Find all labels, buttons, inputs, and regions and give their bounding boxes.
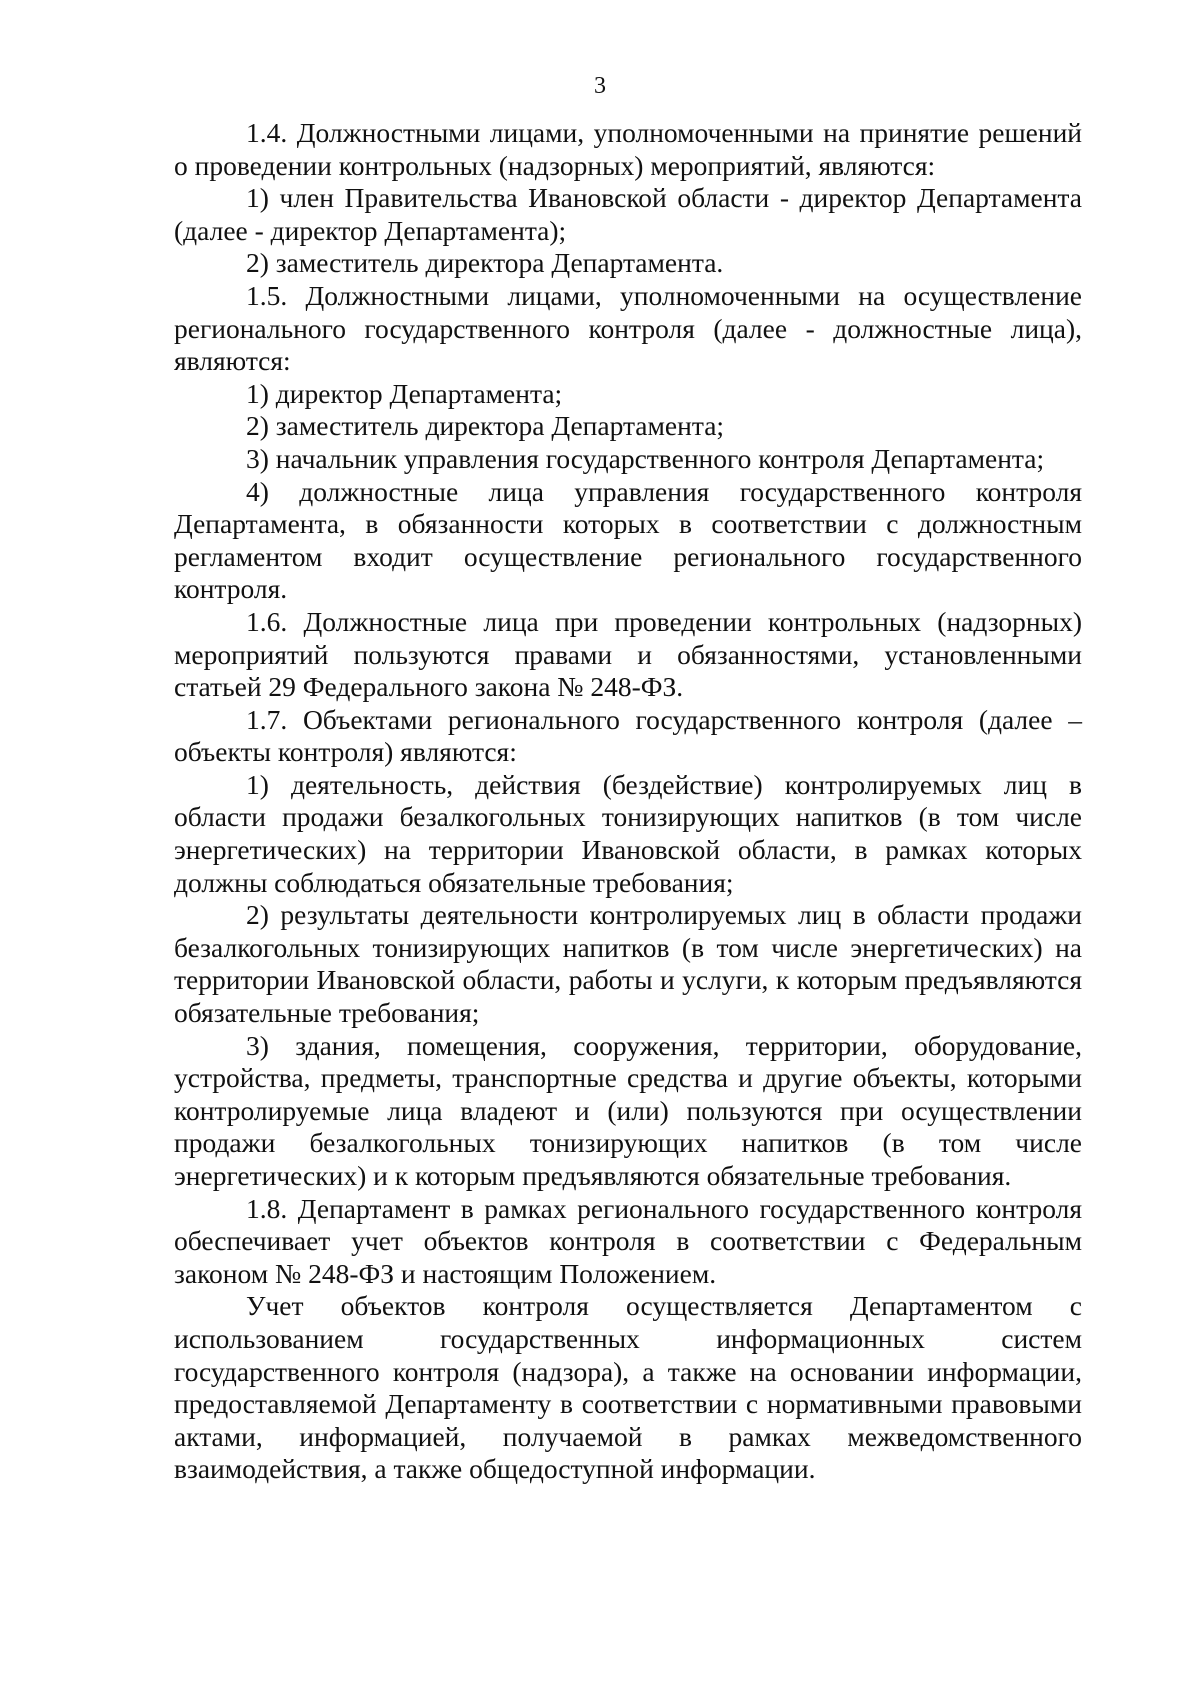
document-body xyxy=(174,117,1082,1486)
paragraph-1-8: 1.8. Департамент в рамках регионального государственного контроля обеспечивает учет объектов контроля в соответствии с Федеральным законом № 248-ФЗ и настоящим Положением. xyxy=(174,1192,1082,1289)
page-number: 3 xyxy=(594,73,606,99)
paragraph-1-5-item-3: 3) начальник управления государственного контроля Департамента; xyxy=(246,442,1045,474)
paragraph-1-8-accounting: Учет объектов контроля осуществляется Департаментом с использованием государственных информационных систем государственного контроля (надзора), а также на основании информации, предоставляемой Департаменту в соответствии с нормативными правовыми актами, информацией, получаемой в рамках межведомственного взаимодействия, а также общедоступной информации. xyxy=(174,1290,1082,1485)
paragraph-1-5-item-1: 1) директор Департамента; xyxy=(246,377,563,409)
paragraph-1-5: 1.5. Должностными лицами, уполномоченными на осуществление регионального государственного контроля (далее - должностные лица), являются: xyxy=(174,279,1082,377)
paragraph-1-6: 1.6. Должностные лица при проведении контрольных (надзорных) мероприятий пользуются правами и обязанностями, установленными статьей 29 Федерального закона № 248-ФЗ. xyxy=(174,605,1082,703)
paragraph-1-4: 1.4. Должностными лицами, уполномоченными на принятие решений о проведении контрольных (надзорных) мероприятий, являются: xyxy=(174,117,1082,181)
paragraph-1-4-item-2: 2) заместитель директора Департамента. xyxy=(246,247,724,279)
paragraph-1-5-item-4: 4) должностные лица управления государственного контроля Департамента, в обязанности которых в соответствии с должностным регламентом входит осуществление регионального государственного контроля. xyxy=(174,475,1082,605)
paragraph-1-4-item-1: 1) член Правительства Ивановской области - директор Департамента (далее - директор Департамента); xyxy=(174,182,1082,246)
paragraph-1-7-item-1: 1) деятельность, действия (бездействие) контролируемых лиц в области продажи безалкогольных тонизирующих напитков (в том числе энергетических) на территории Ивановской области, в рамках которых должны соблюдаться обязательные требования; xyxy=(174,768,1082,898)
paragraph-1-5-item-2: 2) заместитель директора Департамента; xyxy=(246,410,725,442)
paragraph-1-7-item-2: 2) результаты деятельности контролируемых лиц в области продажи безалкогольных тонизирующих напитков (в том числе энергетических) на территории Ивановской области, работы и услуги, к которым предъявляются обязательные требования; xyxy=(174,899,1082,1029)
paragraph-1-7-item-3: 3) здания, помещения, сооружения, территории, оборудование, устройства, предметы, транспортные средства и другие объекты, которыми контролируемые лица владеют и (или) пользуются при осуществлении продажи безалкогольных тонизирующих напитков (в том числе энергетических) и к которым предъявляются обязательные требования. xyxy=(174,1029,1082,1191)
paragraph-1-7: 1.7. Объектами регионального государственного контроля (далее – объекты контроля) являются: xyxy=(174,703,1082,768)
